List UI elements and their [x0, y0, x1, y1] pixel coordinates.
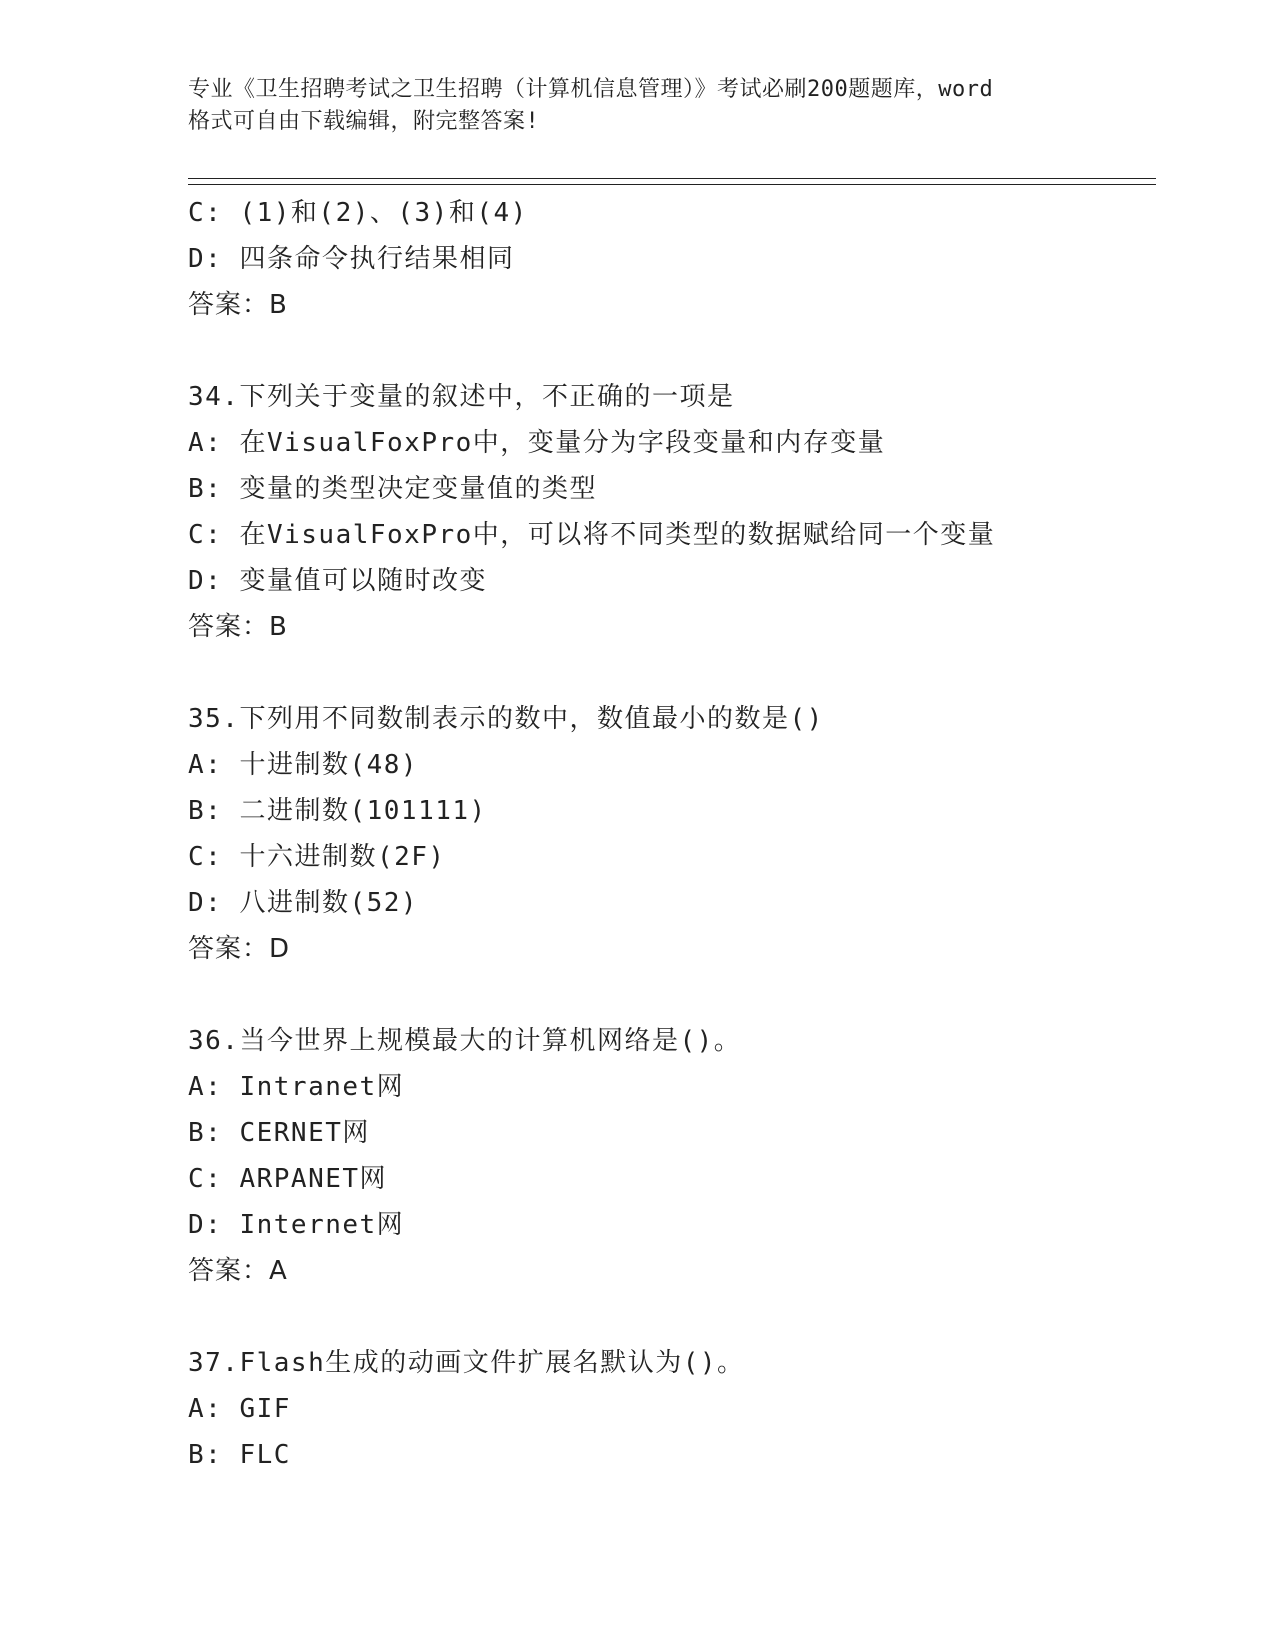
- question-list: [188, 190, 1188, 1478]
- option-d: D: 变量值可以随时改变: [188, 566, 487, 596]
- block-spacer: [188, 972, 1188, 1018]
- option-b: B: FLC: [188, 1440, 291, 1470]
- question-text: 34.下列关于变量的叙述中，不正确的一项是: [188, 382, 735, 412]
- answer-line: 答案：D: [188, 934, 291, 964]
- header-divider-top: [188, 178, 1156, 179]
- option-b: B: 变量的类型决定变量值的类型: [188, 474, 597, 504]
- block-spacer: [188, 328, 1188, 374]
- option-d: D: 四条命令执行结果相同: [188, 244, 515, 274]
- question-text: 37.Flash生成的动画文件扩展名默认为()。: [188, 1348, 745, 1378]
- header-line-2: 格式可自由下载编辑，附完整答案!: [188, 109, 540, 134]
- answer-line: 答案：B: [188, 612, 288, 642]
- option-a: A: 十进制数(48): [188, 750, 419, 780]
- document-header: [188, 74, 1088, 138]
- question-text: 36.当今世界上规模最大的计算机网络是()。: [188, 1026, 742, 1056]
- block-spacer: [188, 650, 1188, 696]
- question-block: [188, 1018, 1188, 1294]
- option-b: B: 二进制数(101111): [188, 796, 487, 826]
- option-c: C: ARPANET网: [188, 1164, 388, 1194]
- option-c: C: (1)和(2)、(3)和(4): [188, 198, 528, 228]
- header-line-1: 专业《卫生招聘考试之卫生招聘（计算机信息管理）》考试必刷200题题库，word: [188, 77, 994, 102]
- option-c: C: 在VisualFoxPro中，可以将不同类型的数据赋给同一个变量: [188, 520, 996, 550]
- block-spacer: [188, 1294, 1188, 1340]
- question-block: [188, 374, 1188, 650]
- answer-line: 答案：B: [188, 290, 288, 320]
- option-d: D: 八进制数(52): [188, 888, 419, 918]
- question-block: [188, 1340, 1188, 1478]
- question-block: [188, 696, 1188, 972]
- question-block: [188, 190, 1188, 328]
- option-b: B: CERNET网: [188, 1118, 370, 1148]
- header-divider-bottom: [188, 184, 1156, 185]
- option-c: C: 十六进制数(2F): [188, 842, 446, 872]
- question-text: 35.下列用不同数制表示的数中，数值最小的数是(): [188, 704, 824, 734]
- option-a: A: GIF: [188, 1394, 291, 1424]
- option-d: D: Internet网: [188, 1210, 405, 1240]
- option-a: A: 在VisualFoxPro中，变量分为字段变量和内存变量: [188, 428, 886, 458]
- option-a: A: Intranet网: [188, 1072, 405, 1102]
- answer-line: 答案：A: [188, 1256, 288, 1286]
